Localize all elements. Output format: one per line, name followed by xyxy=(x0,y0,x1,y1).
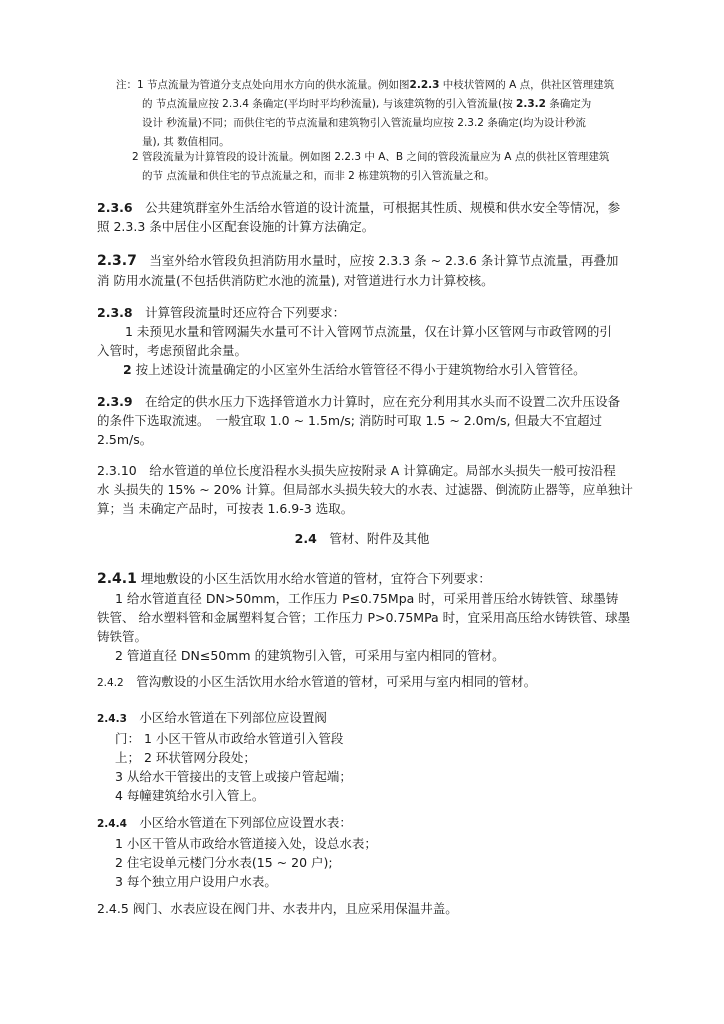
clause-text: 计算管段流量时还应符合下列要求： xyxy=(132,305,346,320)
item-4: 4 每幢建筑给水引入管上。 xyxy=(115,788,265,803)
item-1-cont: 入管时，考虑预留此余量。 xyxy=(97,343,248,358)
note-1-line-2-tail: 条确定为 xyxy=(545,98,592,110)
section-heading-2-4 xyxy=(0,529,724,548)
item-2: 按上述设计流量确定的小区室外生活给水管管径不得小于建筑物给水引入管管径。 xyxy=(131,362,586,377)
clause-text: 照 2.3.3 条中居住小区配套设施的计算方法确定。 xyxy=(97,219,375,234)
clause-text: 消 防用水流量(不包括供消防贮水池的流量), 对管道进行水力计算校核。 xyxy=(97,273,494,288)
clause-text: 2.4.5 阀门、水表应设在阀门井、水表井内，且应采用保温井盖。 xyxy=(97,901,458,916)
item-2: 2 住宅设单元楼门分水表(15 ~ 20 户); xyxy=(115,855,333,870)
item-1: 1 给水管道直径 DN>50mm，工作压力 P≤0.75Mpa 时，可采用普压给水铸铁管、球墨铸 xyxy=(115,591,619,606)
clause-text: 小区给水管道在下列部位应设置水表： xyxy=(126,815,352,830)
note-1-text-tail: 中枝状管网的 A 点，供社区管理建筑 xyxy=(439,79,615,91)
clause-number: 2.3.6 xyxy=(97,200,133,215)
clause-text: 小区给水管道在下列部位应设置阀 xyxy=(126,710,327,725)
clause-text: 公共建筑群室外生活给水管道的设计流量，可根据其性质、规模和供水安全等情况，参 xyxy=(132,200,621,215)
item-2-number: 2 xyxy=(123,362,132,377)
item-1-cont: 铁管、 给水塑料管和金属塑料复合管；工作压力 P>0.75MPa 时，宜采用高压给水铸铁管、球墨 xyxy=(97,610,631,625)
clause-2-3-7 xyxy=(97,251,637,290)
clause-text: 水 头损失的 15% ~ 20% 计算。但局部水头损失较大的水表、过滤器、倒流防止器等，应单独计 xyxy=(97,482,633,497)
clause-2-3-6 xyxy=(97,198,637,236)
clause-2-4-3 xyxy=(97,708,637,805)
note-1 xyxy=(116,76,641,152)
clause-2-4-5 xyxy=(97,899,637,918)
clause-text: 2.5m/s。 xyxy=(97,432,153,447)
note-1-line-2: 的 节点流量应按 2.3.4 条确定(平均时平均秒流量), 与该建筑物的引入管流量(按 xyxy=(142,98,517,110)
clause-2-4-1 xyxy=(97,569,637,665)
clause-2-3-8 xyxy=(97,303,637,379)
clause-number: 2.3.8 xyxy=(97,305,133,320)
note-1-clause-ref: 2.3.2 xyxy=(516,98,546,110)
item-2: 2 管道直径 DN≤50mm 的建筑物引入管，可采用与室内相同的管材。 xyxy=(115,648,505,663)
clause-2-3-10 xyxy=(97,461,637,518)
clause-2-3-9 xyxy=(97,392,637,449)
clause-text: 给水管道的单位长度沿程水头损失应按附录 A 计算确定。局部水头损失一般可按沿程 xyxy=(136,463,616,478)
clause-text: 在给定的供水压力下选择管道水力计算时，应在充分利用其水头而不设置二次升压设备 xyxy=(132,394,621,409)
clause-2-4-4 xyxy=(97,813,637,891)
item-1: 1 未预见水量和管网漏失水量可不计入管网节点流量，仅在计算小区管网与市政管网的引 xyxy=(125,324,612,339)
clause-number: 2.4.2 xyxy=(97,677,124,689)
note-1-line-3: 设计 秒流量)不同；而供住宅的节点流量和建筑物引入管流量均应按 2.3.2 条确定(均为设计秒流 xyxy=(142,117,586,129)
note-2 xyxy=(116,148,641,186)
note-2-line-1: 2 管段流量为计算管段的设计流量。例如图 2.2.3 中 A、B 之间的管段流量应为 A 点的供社区管理建筑 xyxy=(132,151,610,163)
clause-number: 2.3.7 xyxy=(97,253,137,269)
clause-number: 2.3.9 xyxy=(97,394,133,409)
clause-number: 2.3.10 xyxy=(97,463,137,478)
section-number: 2.4 xyxy=(294,531,317,546)
note-1-line-4: 量), 其 数值相同。 xyxy=(142,136,230,148)
section-title: 管材、附件及其他 xyxy=(316,531,430,546)
clause-text: 当室外给水管段负担消防用水量时，应按 2.3.3 条 ~ 2.3.6 条计算节点流量，再叠加 xyxy=(136,253,619,268)
item-3: 3 每个独立用户设用户水表。 xyxy=(115,874,277,889)
clause-text: 门： 1 小区干管从市政给水管道引入管段 xyxy=(115,731,344,746)
note-1-text: 注：1 节点流量为管道分支点处向用水方向的供水流量。例如图 xyxy=(116,79,410,91)
item-1-cont: 铸铁管。 xyxy=(97,629,148,644)
clause-number: 2.4.3 xyxy=(97,713,127,725)
note-2-line-2: 的节 点流量和供住宅的节点流量之和，而非 2 栋建筑物的引入管流量之和。 xyxy=(142,170,495,182)
clause-text: 管沟敷设的小区生活饮用水给水管道的管材，可采用与室内相同的管材。 xyxy=(123,674,537,689)
item-1: 1 小区干管从市政给水管道接入处，设总水表； xyxy=(115,836,377,851)
clause-text: 算；当 未确定产品时，可按表 1.6.9-3 选取。 xyxy=(97,501,354,516)
item-3: 3 从给水干管接出的支管上或接户管起端； xyxy=(115,769,352,784)
note-1-figure-ref: 2.2.3 xyxy=(409,79,440,91)
clause-text: 上； 2 环状管网分段处； xyxy=(115,750,256,765)
clause-2-4-2 xyxy=(97,672,637,693)
clause-text: 埋地敷设的小区生活饮用水给水管道的管材，宜符合下列要求： xyxy=(136,571,491,586)
clause-text: 的条件下选取流速。 一般宜取 1.0 ~ 1.5m/s; 消防时可取 1.5 ~ 2.0m/s, 但最大不宜超过 xyxy=(97,413,602,428)
clause-number: 2.4.1 xyxy=(97,571,137,587)
clause-number: 2.4.4 xyxy=(97,818,127,830)
